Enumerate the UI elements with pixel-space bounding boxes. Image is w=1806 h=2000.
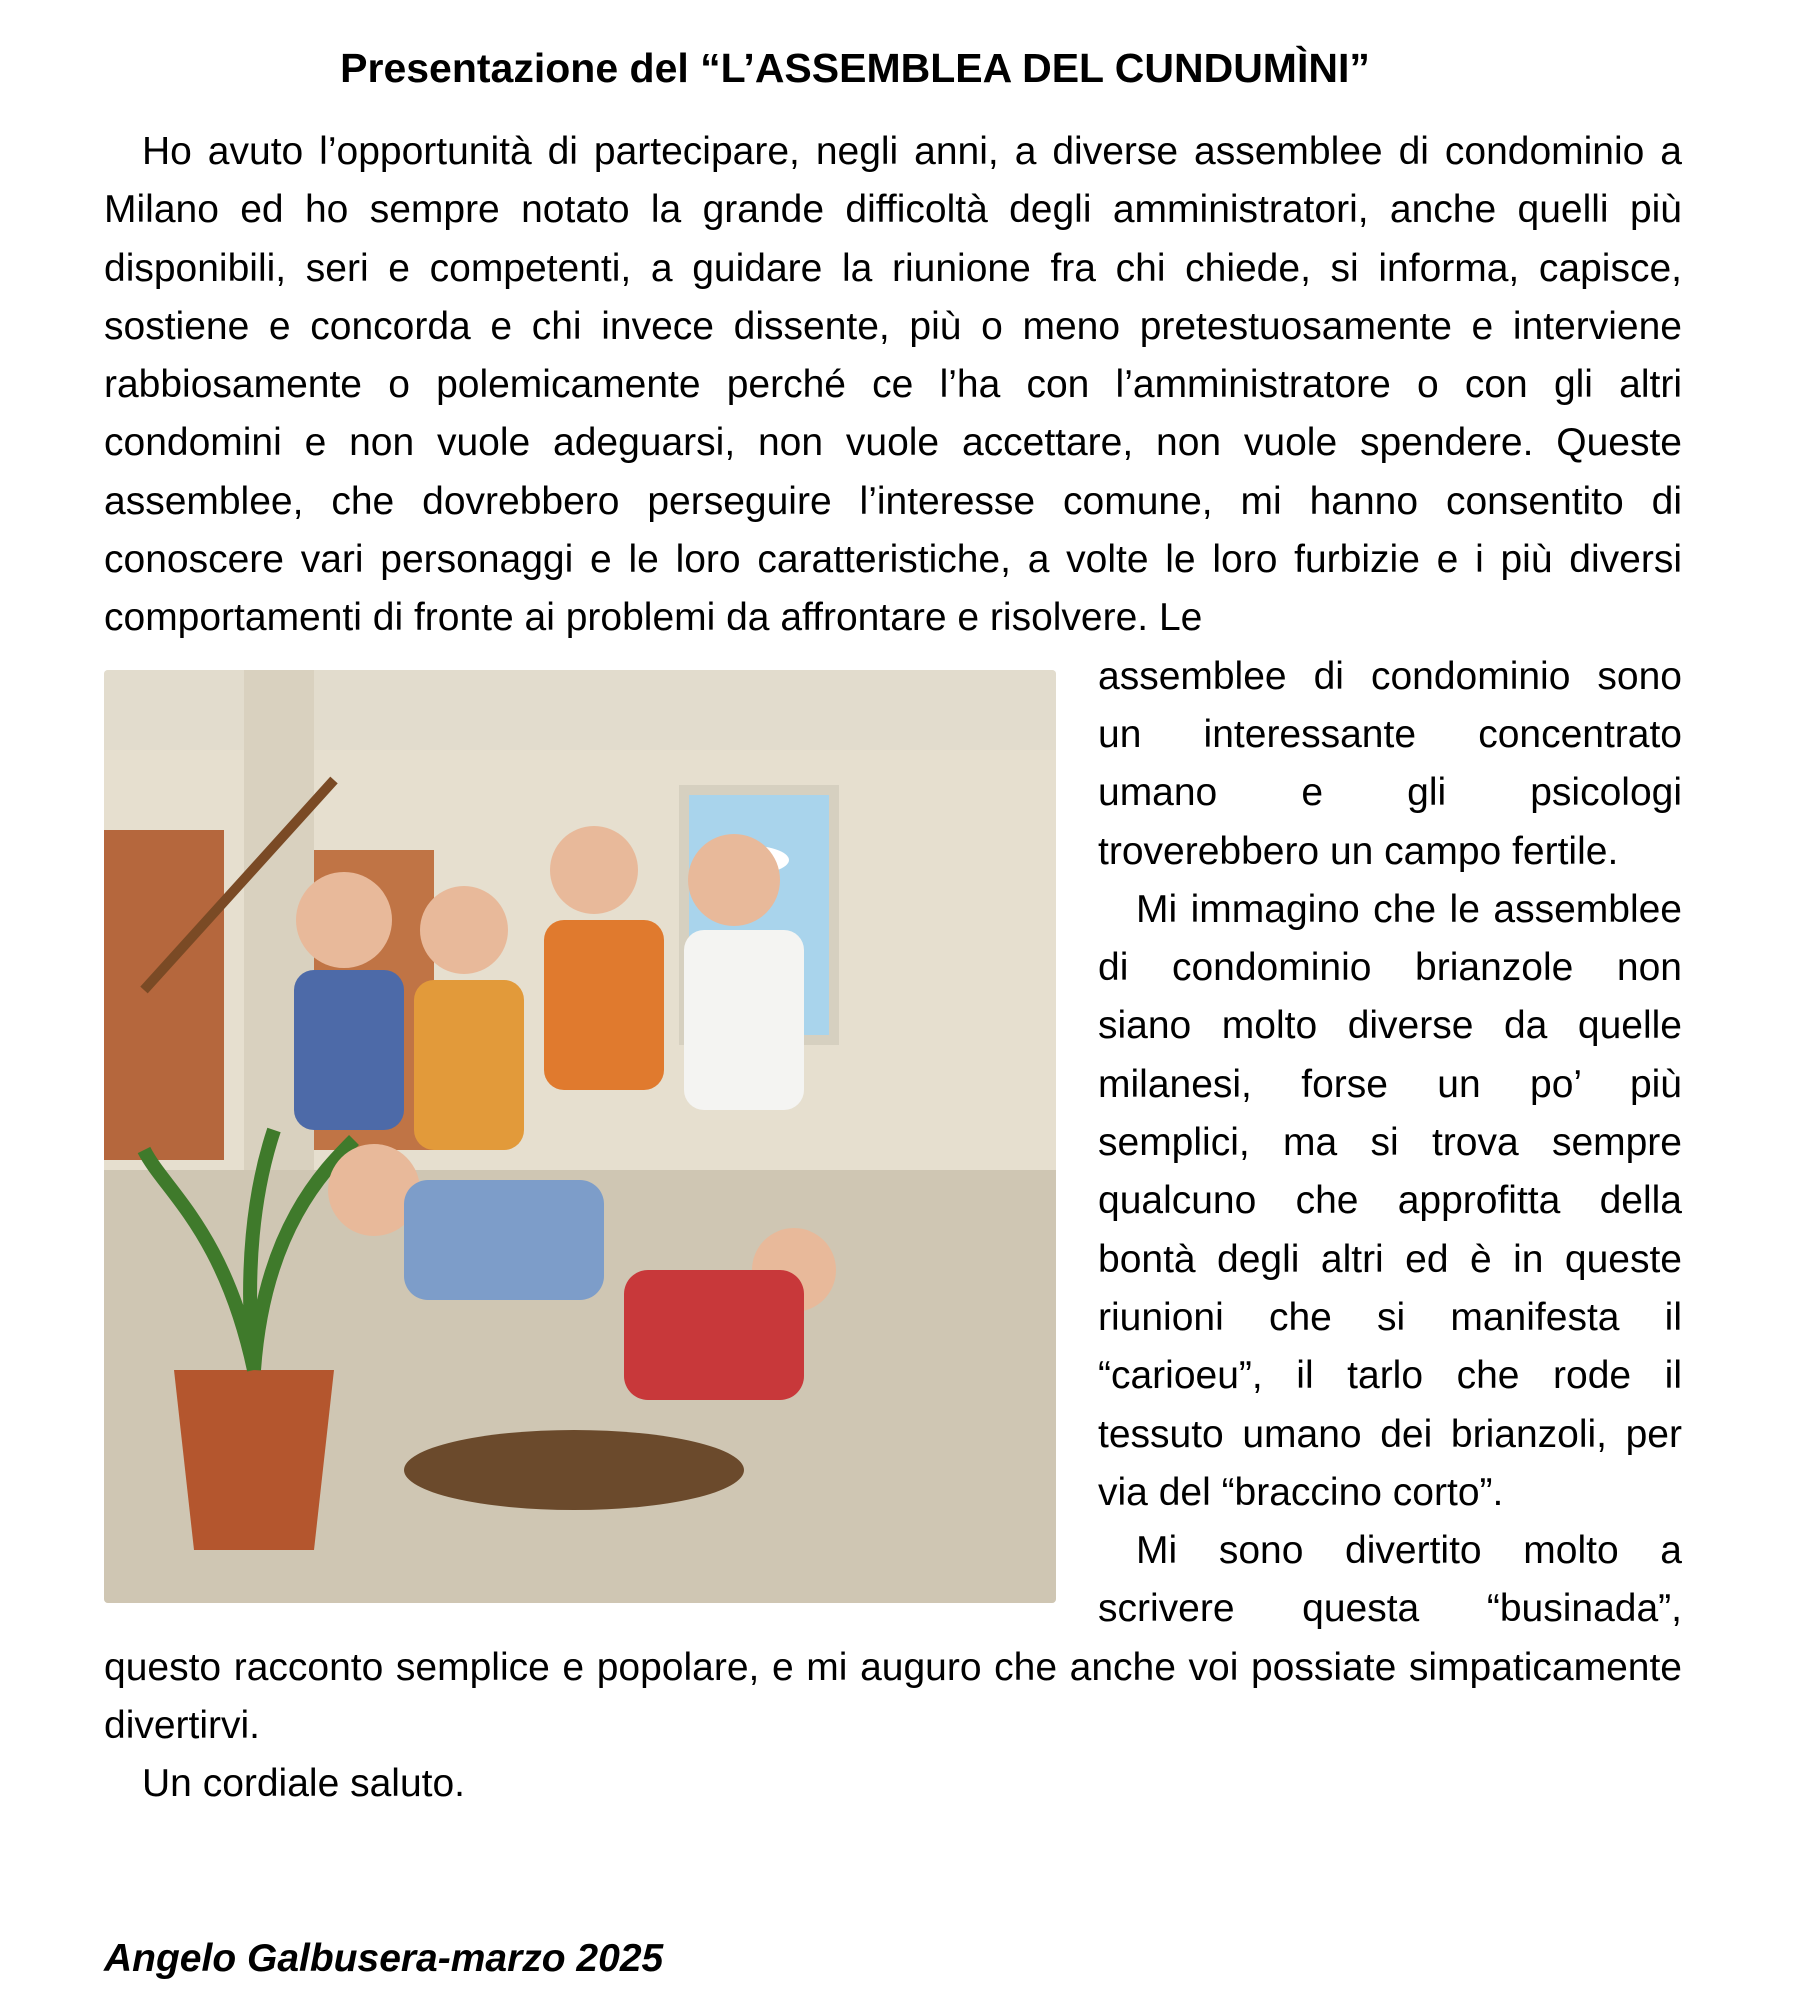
signature: Angelo Galbusera-marzo 2025	[104, 1937, 664, 1980]
illustration-assembly-brawl	[104, 670, 1056, 1603]
paragraph-greeting: Un cordiale saluto.	[142, 1762, 466, 1806]
document-title: Presentazione del “L’ASSEMBLEA DEL CUNDUMÌNI”	[340, 45, 1370, 91]
paragraph-businada: Mi sono divertito molto a scrivere questa “businada”, questo racconto semplice e popolare, e mi auguro che anche voi possiate simpaticamente divertirvi.	[104, 1529, 1682, 1748]
paragraph-intro-continued: assemblee di condominio sono un interessante concentrato umano e gli psicologi troverebbero un campo fertile.	[1098, 654, 1682, 873]
document-body	[104, 123, 1682, 1814]
paragraph-brianza: Mi immagino che le assemblee di condominio brianzole non siano molto diverse da quelle milanesi, forse un po’ più semplici, ma si trova sempre qualcuno che approfitta della bontà degli altri ed è in queste riunioni che si manifesta il “carioeu”, il tarlo che rode il tessuto umano dei brianzoli, per via del “braccino corto”.	[1098, 887, 1682, 1514]
paragraph-intro: Ho avuto l’opportunità di partecipare, negli anni, a diverse assemblee di condominio a Milano ed ho sempre notato la grande difficoltà degli amministratori, anche quelli più disponibili, seri e competenti, a guidare la riunione fra chi chiede, si informa, capisce, sostiene e concorda e chi invece dissente, più o meno pretestuosamente e interviene rabbiosamente o polemicamente perché ce l’ha con l’amministratore o con gli altri condomini e non vuole adeguarsi, non vuole accettare, non vuole spendere. Queste assemblee, che dovrebbero perseguire l’interesse comune, mi hanno consentito di conoscere vari personaggi e le loro caratteristiche, a volte le loro furbizie e i più diversi comportamenti di fronte ai problemi da affrontare e risolvere. Le	[104, 130, 1682, 640]
